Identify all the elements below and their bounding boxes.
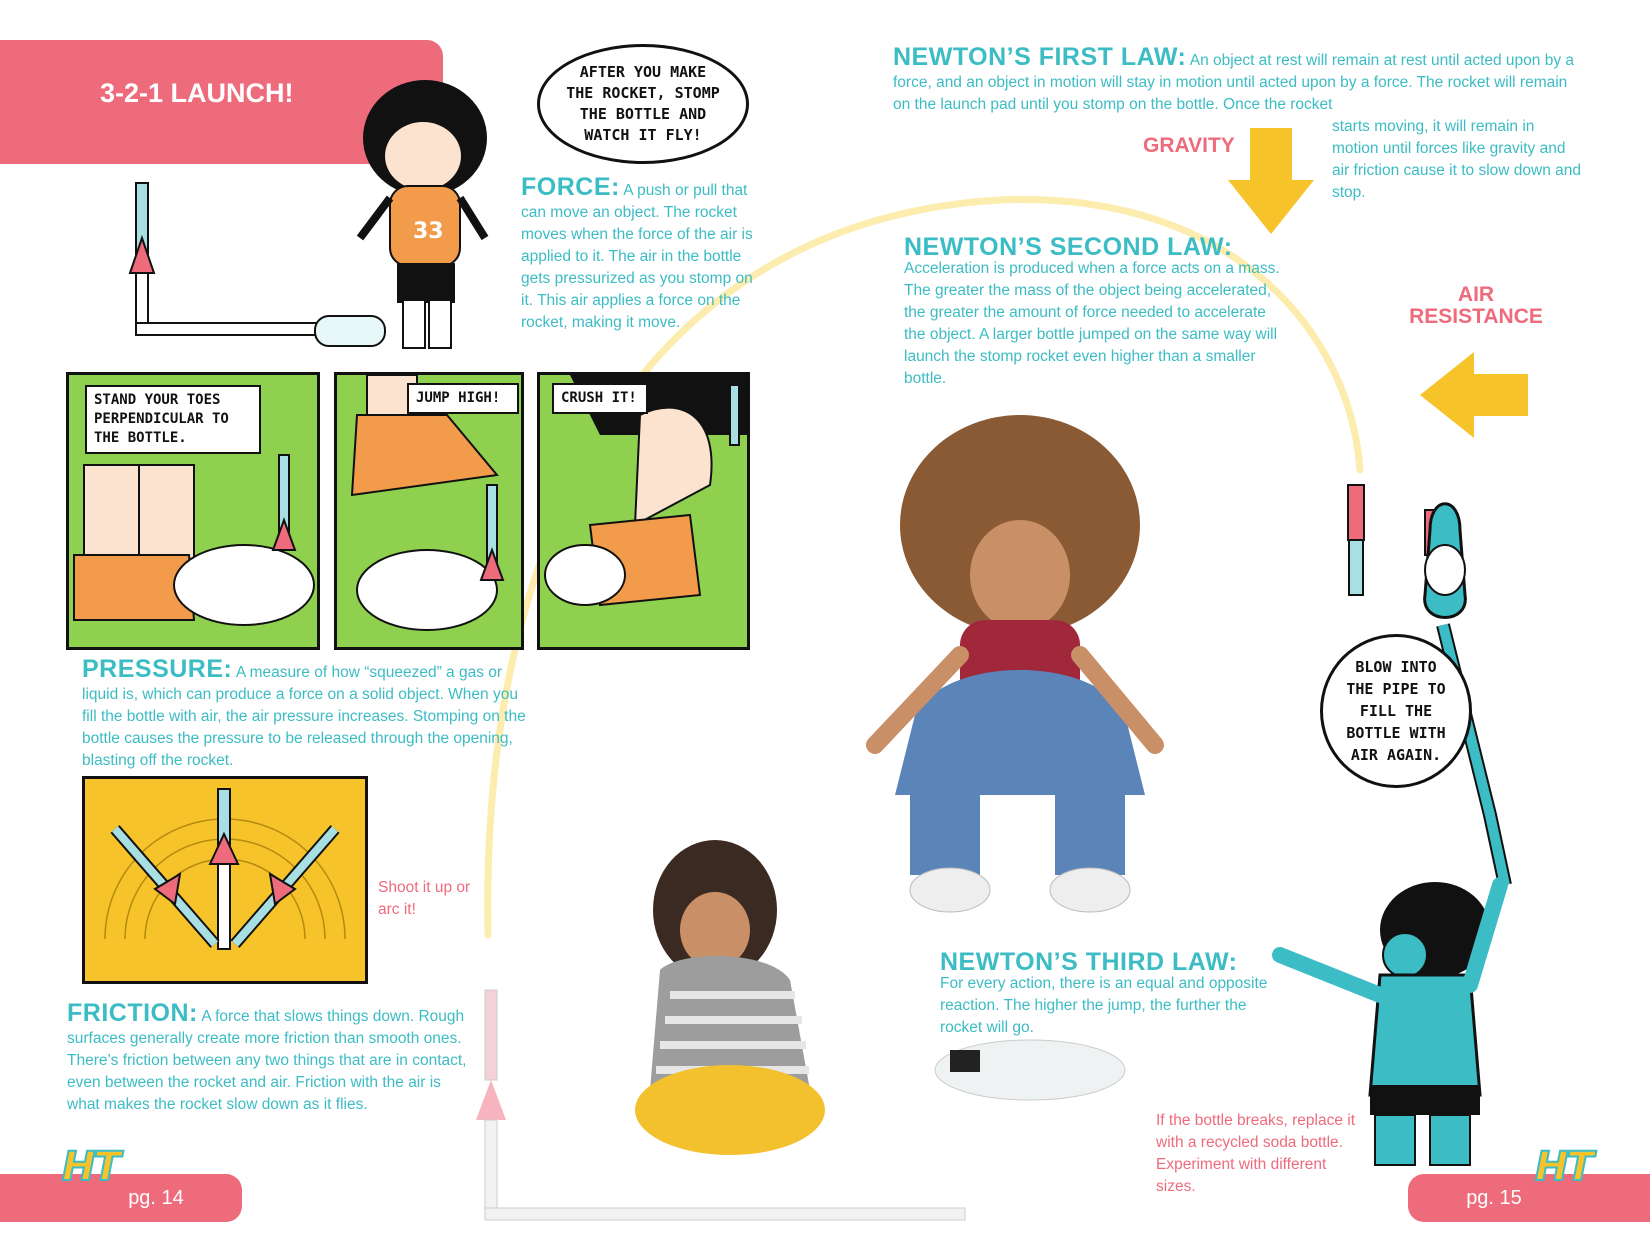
law3-text: For every action, there is an equal and opposite reaction. The higher the jump, the further the rocket will go. [940,975,1268,1036]
rocket-launcher-top [110,178,410,358]
law3-term: NEWTON’S THIRD LAW: [940,948,1238,976]
title-suffix: LAUNCH! [163,78,294,108]
ht-logo-right: HT [1535,1144,1592,1190]
comic-panel-1 [66,372,320,650]
kneeling-child-photo [470,830,1150,1230]
panel-1-caption: STAND YOUR TOES PERPENDICULAR TO THE BOTTLE. [85,385,261,454]
page-number-right [1408,1174,1650,1222]
page-number-left [0,1174,242,1222]
friction-definition [67,999,467,1116]
page-title [100,78,294,109]
friction-term: FRICTION: [67,999,198,1027]
newtons-first-law-continued: starts moving, it will remain in motion until forces like gravity and air friction cause it to slow down and stop. [1332,118,1581,201]
rocket-angles-art [85,779,365,981]
bottle-note: If the bottle breaks, replace it with a recycled soda bottle. Experiment with different sizes. [1156,1112,1356,1195]
comic-panel-3 [537,372,750,650]
gravity-arrow-icon [1228,128,1314,236]
newtons-second-law [904,233,1284,390]
svg-text:33: 33 [413,219,444,244]
panel-2-art [337,375,523,649]
air-resistance-label [1408,284,1544,328]
cartoon-girl-right [1260,455,1570,1175]
force-term: FORCE: [521,173,620,201]
shoot-angle-panel [82,776,368,984]
page-number-left-text: pg. 14 [128,1186,184,1209]
newtons-first-law [893,43,1583,116]
pressure-term: PRESSURE: [82,655,233,683]
title-prefix: 3-2-1 [100,78,164,108]
panel-2-caption: JUMP HIGH! [407,383,519,414]
speech-bubble-top: AFTER YOU MAKE THE ROCKET, STOMP THE BOTTLE AND WATCH IT FLY! [537,44,749,164]
pressure-definition [82,655,532,772]
page-number-right-text: pg. 15 [1466,1186,1522,1209]
law2-term: NEWTON’S SECOND LAW: [904,233,1233,261]
force-definition [521,173,753,334]
gravity-label: GRAVITY [1143,134,1235,157]
air-resistance-line-2: RESISTANCE [1409,305,1543,328]
panel-3-caption: CRUSH IT! [552,383,648,414]
comic-panel-2 [334,372,524,650]
ht-logo-left: HT [62,1144,119,1190]
shoot-note: Shoot it up or arc it! [378,879,471,918]
force-text: A push or pull that can move an object. The rocket moves when the force of the air is applied to it. The air in the bottle gets pressurized as you stomp on it. This air applies a force on the rocket, making it move. [521,182,753,331]
friction-text: A force that slows things down. Rough surfaces generally create more friction than smooth ones. There’s friction between any two things that are in contact, even between the rocket and air. Friction with the air is what makes the rocket slow down as it flies. [67,1008,467,1113]
speech-bubble-right: BLOW INTO THE PIPE TO FILL THE BOTTLE WITH AIR AGAIN. [1320,634,1472,788]
law2-text: Acceleration is produced when a force acts on a mass. The greater the mass of the object being accelerated, the greater the amount of force needed to accelerate the object. A larger bottle jumped on the same way will launch the stomp rocket even higher than a smaller bottle. [904,260,1280,387]
panel-3-art [540,375,749,649]
law1-term: NEWTON’S FIRST LAW: [893,43,1187,71]
air-resistance-arrow-icon [1420,352,1528,438]
pressure-text: A measure of how “squeezed” a gas or liquid is, which can produce a force on a solid object. When you fill the bottle with air, the air pressure increases. Stomping on the bottle causes the pressure to be released through the opening, blasting off the rocket. [82,664,526,769]
air-resistance-line-1: AIR [1457,283,1495,306]
law1-text-a: An object at rest will remain at rest until acted upon by a force, and an object in motion will stay in motion until acted upon by a force. The rocket will remain on the launch pad until you stomp on the bottle. Once the rocket [893,52,1575,113]
